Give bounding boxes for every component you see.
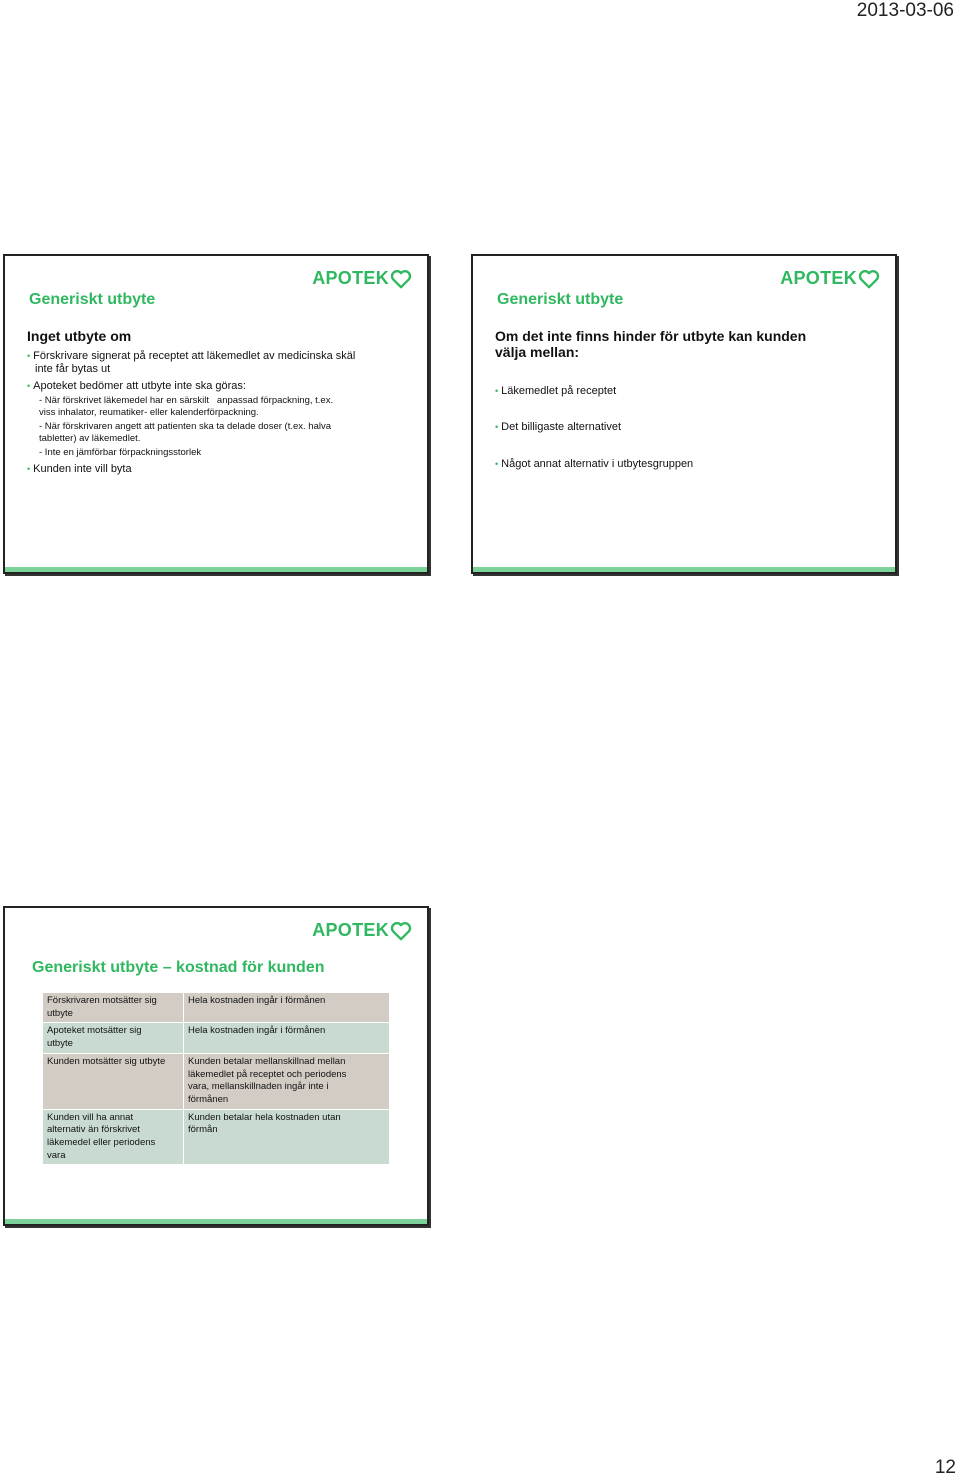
bullet-continuation: inte får bytas ut <box>35 363 111 375</box>
slide-heading: Inget utbyte om <box>27 328 132 344</box>
sub-item-continuation: viss inhalator, reumatiker- eller kalenderförpackning. <box>39 407 259 418</box>
bullet-item <box>27 380 246 393</box>
slide-heading-continuation: välja mellan: <box>495 344 580 360</box>
option-item <box>495 421 621 434</box>
page-number: 12 <box>934 1457 956 1478</box>
slide-bottom-bar <box>5 1219 427 1224</box>
header-date: 2013-03-06 <box>856 0 954 21</box>
option-text: Det billigaste alternativet <box>501 421 621 433</box>
table-cell-cost: Hela kostnaden ingår i förmånen <box>184 993 389 1022</box>
bullet-text: Förskrivare signerat på receptet att läkemedlet av medicinska skäl <box>33 350 356 362</box>
slide-title: Generiskt utbyte <box>29 291 156 308</box>
sub-item: - När förskrivet läkemedel har en särskilt anpassad förpackning, t.ex. <box>39 395 334 406</box>
option-item <box>495 458 693 471</box>
logo-text: APOTEK <box>780 268 857 288</box>
table-row <box>43 1110 389 1165</box>
bullet-icon: • <box>27 381 31 391</box>
slide-title: Generiskt utbyte – kostnad för kunden <box>32 959 325 976</box>
option-item <box>495 385 616 398</box>
bullet-icon: • <box>27 351 31 361</box>
bullet-text: Apoteket bedömer att utbyte inte ska göras: <box>33 380 246 392</box>
option-text: Något annat alternativ i utbytesgruppen <box>501 458 694 470</box>
apotek-logo <box>780 268 880 289</box>
bullet-icon: • <box>495 422 499 432</box>
bullet-item <box>27 350 355 363</box>
bullet-text: Kunden inte vill byta <box>33 463 132 475</box>
table-cell-cost: Hela kostnaden ingår i förmånen <box>184 1023 389 1052</box>
table-cell-cost: Kunden betalar hela kostnaden utan förmån <box>184 1110 389 1165</box>
bullet-item <box>27 463 132 476</box>
sub-item: - Inte en jämförbar förpackningsstorlek <box>39 447 202 458</box>
sub-item: - När förskrivaren angett att patienten ska ta delade doser (t.ex. halva <box>39 421 332 432</box>
table-row <box>43 1054 389 1109</box>
slide-bottom-bar <box>473 567 895 572</box>
logo-text: APOTEK <box>312 920 389 940</box>
apotek-logo <box>312 920 412 941</box>
heart-icon <box>390 921 412 941</box>
heart-icon <box>858 269 880 289</box>
table-cell-condition: Kunden vill ha annat alternativ än förskrivet läkemedel eller periodens vara <box>43 1110 183 1165</box>
slide-2 <box>471 254 897 574</box>
slide-3 <box>3 906 429 1226</box>
cost-table <box>42 992 390 1165</box>
logo-text: APOTEK <box>312 268 389 288</box>
slide-1 <box>3 254 429 574</box>
table-row <box>43 1023 389 1052</box>
sub-item-continuation: tabletter) av läkemedlet. <box>39 433 141 444</box>
table-cell-cost: Kunden betalar mellanskillnad mellan läkemedlet på receptet och periodens vara, mellanskillnaden ingår inte i förmånen <box>184 1054 389 1109</box>
slide-title: Generiskt utbyte <box>497 291 624 308</box>
bullet-icon: • <box>495 459 499 469</box>
table-cell-condition: Kunden motsätter sig utbyte <box>43 1054 183 1109</box>
heart-icon <box>390 269 412 289</box>
table-cell-condition: Förskrivaren motsätter sig utbyte <box>43 993 183 1022</box>
table-row <box>43 993 389 1022</box>
bullet-icon: • <box>27 464 31 474</box>
bullet-icon: • <box>495 386 499 396</box>
slide-heading: Om det inte finns hinder för utbyte kan kunden <box>495 328 807 344</box>
option-text: Läkemedlet på receptet <box>501 385 617 397</box>
apotek-logo <box>312 268 412 289</box>
slide-bottom-bar <box>5 567 427 572</box>
table-cell-condition: Apoteket motsätter sig utbyte <box>43 1023 183 1052</box>
